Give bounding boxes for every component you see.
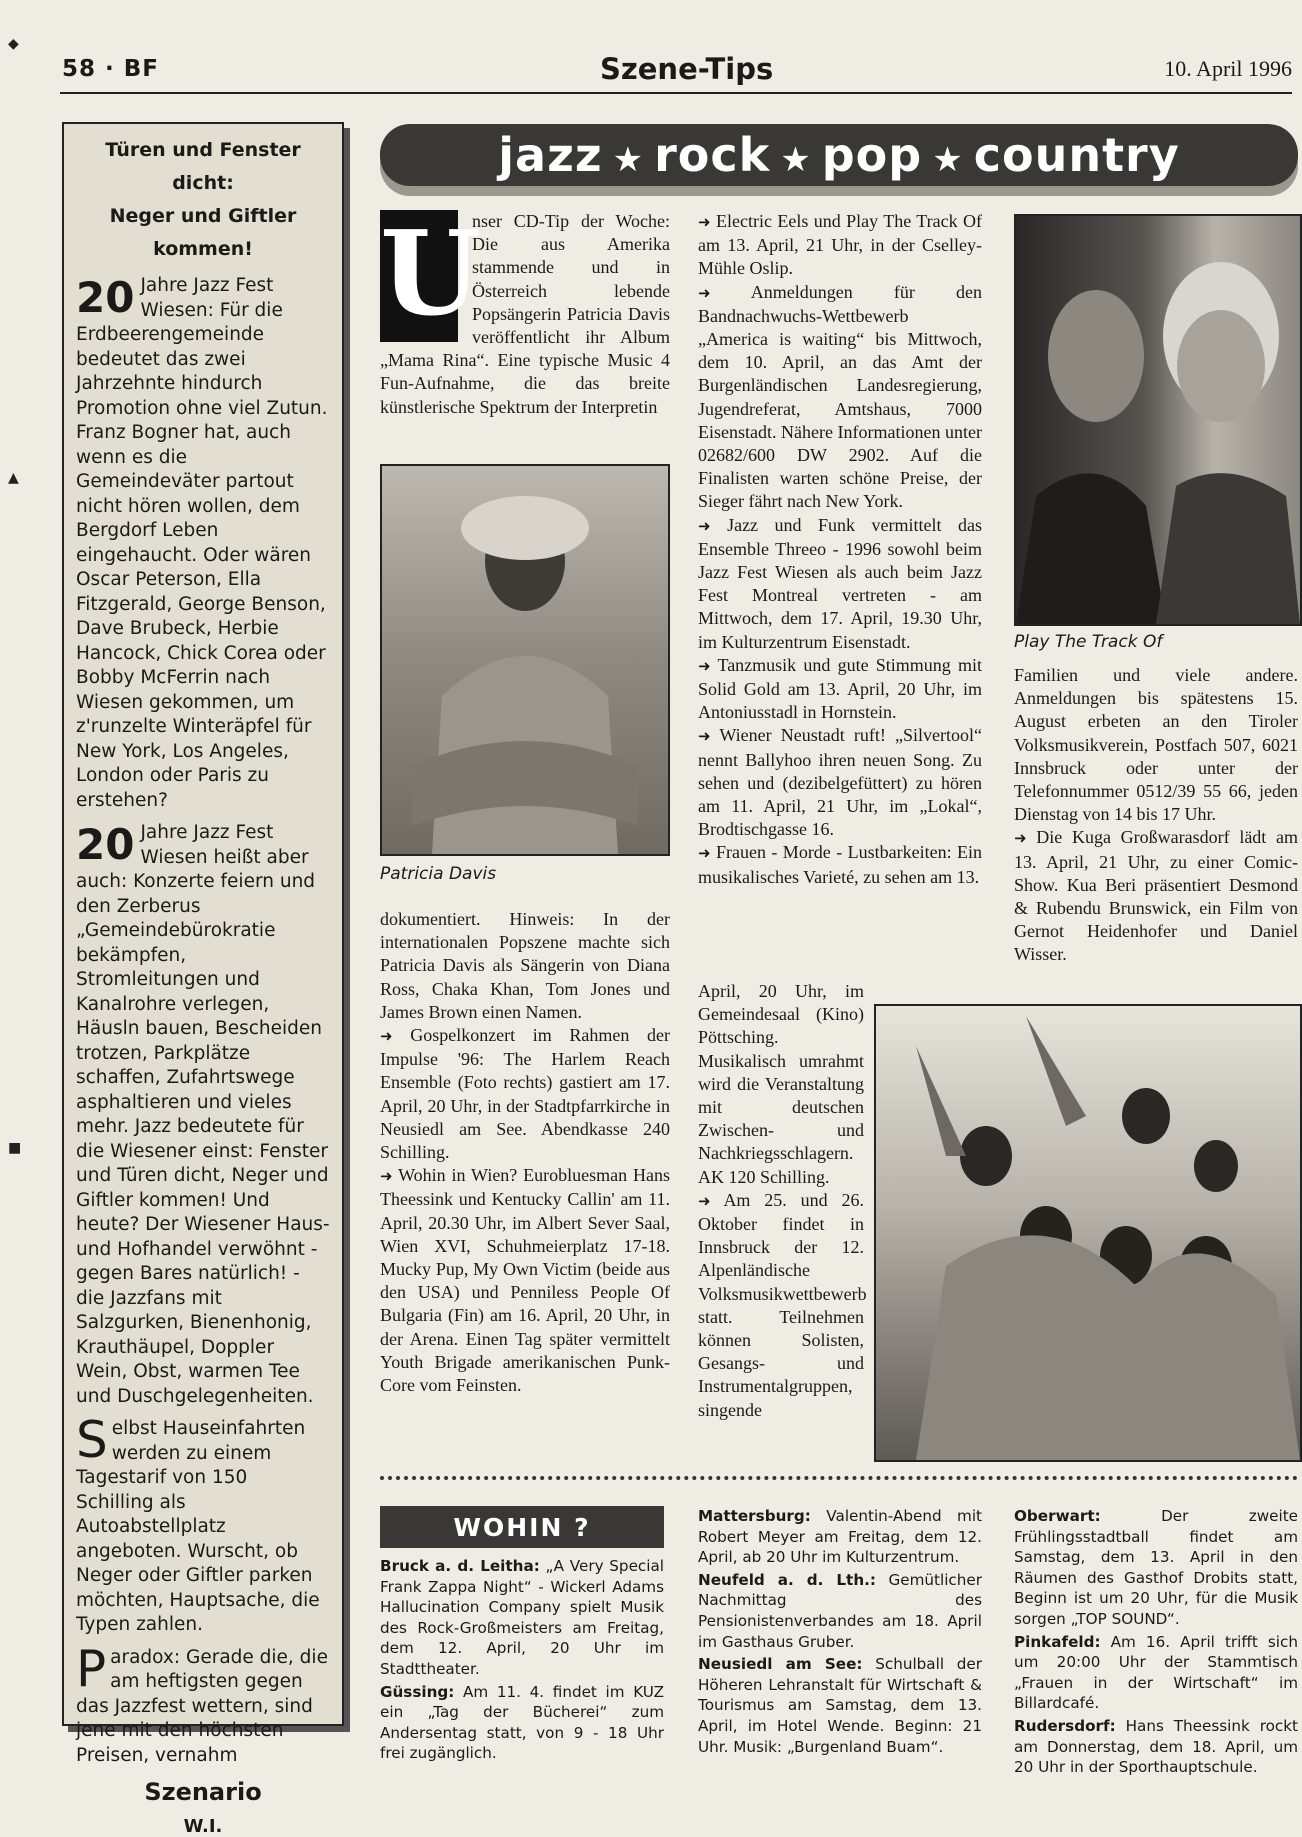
arrow-icon: ➜ bbox=[380, 1027, 393, 1046]
banner-word: country bbox=[973, 128, 1180, 182]
star-icon: ★ bbox=[932, 140, 964, 180]
section-separator bbox=[380, 1476, 1298, 1480]
drop-letter: S bbox=[76, 1411, 108, 1469]
singer-silhouette bbox=[382, 466, 668, 854]
event-description: Der zweite Frühlingsstadtball findet am Samstag, dem 13. April in den Räumen des Gasthof Drobits statt, Beginn ist um 20 Uhr, für die Musik sorgen „TOP SOUND“. bbox=[1014, 1507, 1298, 1628]
event-place: Rudersdorf: bbox=[1014, 1716, 1116, 1735]
event-item bbox=[380, 1024, 670, 1164]
arrow-icon: ➜ bbox=[698, 283, 711, 302]
paragraph-text: Jahre Jazz Fest Wiesen heißt aber auch: Konzerte feiern und den Zerberus „Gemeindebürokratie bekämpfen, Stromleitungen und Kanalrohre verlegen, Häusln bauen, Bescheiden trotzen, Parkplätze schaffen, Zufahrtswege asphaltieren und vieles mehr. Jazz bedeutete für die Wiesener einst: Fenster und Türen dicht, Neger und Giftler kommen! Und heute? Der Wiesener Haus- und Hofhandel verwöhnt - gegen Bares natürlich! - die Jazzfans mit Salzgurken, Bienenhonig, Krauthäupel, Doppler Wein, Obst, warmen Tee und Duschgelegenheiten. bbox=[76, 822, 330, 1407]
paragraph-text: Jahre Jazz Fest Wiesen: Für die Erdbeerengemeinde bedeutet das zwei Jahrzehnte hindurch Promotion ohne viel Zutun. Franz Bogner hat, auch wenn es die Gemeindeväter partout nicht hören wollen, dem Bergdorf Leben eingehaucht. Oder wären Oscar Peterson, Ella Fitzgerald, George Benson, Dave Brubeck, Herbie Hancock, Chick Corea oder Bobby McFerrin nach Wiesen gekommen, um z'runzelte Winteräpfel für New York, Los Angeles, London oder Paris zu erstehen? bbox=[76, 275, 328, 811]
sidebar-author: Szenario bbox=[144, 1778, 262, 1806]
header-rule bbox=[60, 92, 1292, 94]
drop-letter: P bbox=[76, 1639, 107, 1698]
event-place: Mattersburg: bbox=[698, 1507, 811, 1525]
event-listing bbox=[1014, 1716, 1298, 1778]
event-listing bbox=[698, 1570, 982, 1652]
event-text: Frauen - Morde - Lustbarkeiten: Ein musikalisches Varieté, zu sehen am 13. bbox=[698, 842, 983, 887]
event-item bbox=[380, 1164, 670, 1397]
star-icon: ★ bbox=[780, 140, 812, 180]
event-listing bbox=[380, 1556, 664, 1680]
arrow-icon: ➜ bbox=[380, 1167, 393, 1186]
event-item bbox=[1014, 826, 1298, 966]
event-description: Gemütlicher Nachmittag des Pensionistenverbandes am 18. April im Gasthaus Gruber. bbox=[698, 1570, 982, 1651]
star-icon: ★ bbox=[612, 140, 645, 180]
event-listing-column-3 bbox=[1014, 1506, 1298, 1780]
event-item bbox=[698, 654, 982, 725]
event-description: Schulball der Höheren Lehranstalt für Wirtschaft & Tourismus am Samstag, dem 13. April, im Hotel Wende. Beginn: 21 Uhr. Musik: „Burgenland Buam“. bbox=[698, 1655, 982, 1756]
event-listing bbox=[698, 1654, 982, 1757]
arrow-icon: ➜ bbox=[698, 844, 711, 863]
article-column-3 bbox=[1014, 664, 1298, 967]
event-description: Valentin-Abend mit Robert Meyer am Freitag, dem 12. April, ab 20 Uhr im Kulturzentrum. bbox=[698, 1507, 983, 1567]
event-text: Am 25. und 26. Oktober findet in Innsbruck der 12. Alpenländische Volksmusikwettbewerb statt. Teilnehmen können Solisten, Gesangs- und Instrumentalgruppen, singende bbox=[698, 1189, 867, 1420]
drop-number: 20 bbox=[76, 820, 135, 869]
section-title: Szene-Tips bbox=[600, 52, 774, 86]
sidebar-commentary bbox=[62, 122, 344, 1837]
event-listing bbox=[1014, 1632, 1298, 1714]
article-continued-text: dokumentiert. Hinweis: In der internationalen Popszene machte sich Patricia Davis als Sängerin von Diana Ross, Chaka Khan, Tom Jones und James Brown einen Namen. bbox=[380, 909, 670, 1022]
event-text: Wiener Neustadt ruft! „Silvertool“ nennt Ballyhoo ihren neuen Song. Zu sehen und (dezibelgefüttert) zu hören am 11. April, 21 Uhr, im „Lokal“, Brodtischgasse 16. bbox=[698, 725, 982, 840]
event-description: „A Very Special Frank Zappa Night“ - Wickerl Adams Hallucination Company spielt Musik des Rock-Großmeisters am Freitag, dem 12. April, 20 Uhr im Stadttheater. bbox=[380, 1557, 665, 1678]
sidebar-headline bbox=[76, 134, 330, 266]
event-description: Hans Theessink rockt am Donnerstag, dem 18. April, um 20 Uhr in der Sporthauptschule. bbox=[1014, 1716, 1299, 1777]
event-text: Die Kuga Großwarasdorf lädt am 13. April, 21 Uhr, zu einer Comic-Show. Kua Beri präsentiert Desmond & Rubendu Brunswick, ein Film von Gernot Heidenhofer und Daniel Wisser. bbox=[1014, 827, 1298, 965]
event-listing-column-1 bbox=[380, 1556, 664, 1766]
article-column-2 bbox=[698, 210, 982, 889]
issue-date: 10. April 1996 bbox=[1164, 56, 1292, 81]
event-place: Bruck a. d. Leitha: bbox=[380, 1557, 540, 1575]
article-intro bbox=[380, 206, 670, 419]
margin-mark: ◆ bbox=[8, 36, 19, 52]
initial-letter: U bbox=[380, 206, 482, 342]
margin-mark: ▲ bbox=[8, 470, 19, 486]
photo-caption: Patricia Davis bbox=[380, 864, 497, 884]
wohin-heading: WOHIN ? bbox=[380, 1506, 664, 1548]
margin-mark: ■ bbox=[8, 1140, 22, 1156]
sidebar-initials: W.I. bbox=[183, 1816, 223, 1837]
event-continued-text: April, 20 Uhr, im Gemeindesaal (Kino) Pöttsching. Musikalisch umrahmt wird die Veranstaltung mit deutschen Zwischen- und Nachkriegsschlagern. AK 120 Schilling. bbox=[698, 981, 864, 1187]
event-listing-column-2 bbox=[698, 1506, 982, 1759]
event-description: Am 16. April trifft sich um 20:00 Uhr der Stammtisch „Frauen in der Wirtschaft“ im Billardcafé. bbox=[1014, 1632, 1298, 1713]
event-listing bbox=[1014, 1506, 1298, 1630]
event-continued-text: Familien und viele andere. Anmeldungen bis spätestens 15. August erbeten an den Tiroler Volksmusikverein, Postfach 507, 6021 Innsbruck oder unter der Telefonnummer 0512/39 55 66, jeden Dienstag von 14 bis 17 Uhr. bbox=[1014, 665, 1298, 825]
event-listing bbox=[698, 1506, 982, 1568]
genre-banner-text bbox=[498, 128, 1179, 182]
event-place: Neusiedl am See: bbox=[698, 1655, 863, 1674]
banner-word: jazz bbox=[498, 128, 603, 182]
event-description: Am 11. 4. findet im KUZ ein „Tag der Bücherei“ zum Andersentag statt, von 9 - 18 Uhr frei zugänglich. bbox=[380, 1682, 665, 1763]
article-column-1 bbox=[380, 908, 670, 1397]
event-place: Güssing: bbox=[380, 1682, 455, 1701]
sidebar-paragraph bbox=[76, 274, 330, 813]
paragraph-text: elbst Hauseinfahrten werden zu einem Tagestarif von 150 Schilling als Autoabstellplatz angeboten. Wurscht, ob Neger oder Giftler parken möchten, Hauptsache, die Typen zahlen. bbox=[76, 1418, 320, 1635]
event-text: Tanzmusik und gute Stimmung mit Solid Gold am 13. April, 20 Uhr, im Antoniusstadl in Hornstein. bbox=[698, 654, 982, 723]
event-item bbox=[698, 1189, 867, 1422]
event-text: Wohin in Wien? Eurobluesman Hans Theessink und Kentucky Callin' am 11. April, 20.30 Uhr, im Albert Sever Saal, Wien XVI, Schuhmeierplatz 17-18. Mucky Pup, My Own Victim (beide aus den USA) und Penniless People Of Bulgaria (Fin) am 16. April, 20 Uhr, in der Arena. Einen Tag später vermittelt Youth Brigade amerikanischen Punk-Core vom Feinsten. bbox=[380, 1165, 670, 1396]
play-the-track-of-photo bbox=[1014, 214, 1302, 626]
banner-word: rock bbox=[654, 128, 771, 182]
choir-group bbox=[876, 1006, 1300, 1460]
drop-number: 20 bbox=[76, 273, 135, 322]
paragraph-text: aradox: Gerade die, die am heftigsten gegen das Jazzfest wettern, sind jene mit den höchsten Preisen, vernahm bbox=[76, 1646, 328, 1766]
harlem-reach-ensemble-photo bbox=[874, 1004, 1302, 1462]
event-item bbox=[698, 841, 982, 888]
event-item bbox=[698, 210, 982, 281]
article-intro-text: nser CD-Tip der Woche: Die aus Amerika stammende und in Österreich lebende Popsängerin Patricia Davis veröffentlicht ihr Album „Mama Rina“. Eine typische Music 4 Fun-Aufnahme, die das breite künstlerische Spektrum der Interpretin bbox=[380, 211, 670, 417]
banner-word: pop bbox=[821, 128, 923, 182]
event-item bbox=[698, 724, 982, 841]
arrow-icon: ➜ bbox=[698, 727, 711, 746]
event-item bbox=[698, 281, 982, 514]
sidebar-paragraph bbox=[76, 821, 330, 1409]
arrow-icon: ➜ bbox=[698, 656, 711, 675]
event-listing bbox=[380, 1682, 664, 1764]
event-item bbox=[698, 514, 982, 654]
sidebar-paragraph bbox=[76, 1411, 330, 1638]
article-column-2-continued bbox=[698, 980, 867, 1422]
event-text: Anmeldungen für den Bandnachwuchs-Wettbewerb „America is waiting“ bis Mittwoch, dem 10. April, an das Amt der Burgenländischen Landesregierung, Jugendreferat, Amtshaus, 7000 Eisenstadt. Nähere Informationen unter 02682/600 DW 2902. Auf die Finalisten warten schöne Preise, der Sieger fährt nach New York. bbox=[698, 281, 982, 512]
sidebar-headline-line1: Türen und Fenster dicht: bbox=[105, 139, 301, 194]
event-place: Pinkafeld: bbox=[1014, 1632, 1101, 1651]
photo-caption: Play The Track Of bbox=[1014, 632, 1163, 652]
arrow-icon: ➜ bbox=[698, 213, 711, 231]
event-place: Oberwart: bbox=[1014, 1507, 1101, 1525]
event-text: Electric Eels und Play The Track Of am 13. April, 21 Uhr, in der Cselley-Mühle Oslip. bbox=[698, 211, 982, 279]
event-text: Gospelkonzert im Rahmen der Impulse '96: The Harlem Reach Ensemble (Foto rechts) gastiert am 17. April, 20 Uhr, in der Stadtpfarrkirche in Neusiedl am See. Abendkasse 240 Schilling. bbox=[380, 1025, 670, 1163]
arrow-icon: ➜ bbox=[698, 1191, 711, 1210]
event-place: Neufeld a. d. Lth.: bbox=[698, 1570, 876, 1589]
patricia-davis-photo bbox=[380, 464, 670, 856]
sidebar-headline-line2: Neger und Giftler kommen! bbox=[109, 205, 297, 260]
page-number: 58 · BF bbox=[62, 56, 160, 82]
event-text: Jazz und Funk vermittelt das Ensemble Threeo - 1996 sowohl beim Jazz Fest Wiesen als auch beim Jazz Fest Montreal vertreten - am Mittwoch, dem 17. April, 19.30 Uhr, im Kulturzentrum Eisenstadt. bbox=[698, 514, 982, 652]
arrow-icon: ➜ bbox=[1014, 829, 1027, 848]
band-portrait bbox=[1016, 216, 1300, 624]
sidebar-paragraph bbox=[76, 1639, 330, 1769]
arrow-icon: ➜ bbox=[698, 516, 711, 535]
genre-banner bbox=[380, 124, 1298, 186]
